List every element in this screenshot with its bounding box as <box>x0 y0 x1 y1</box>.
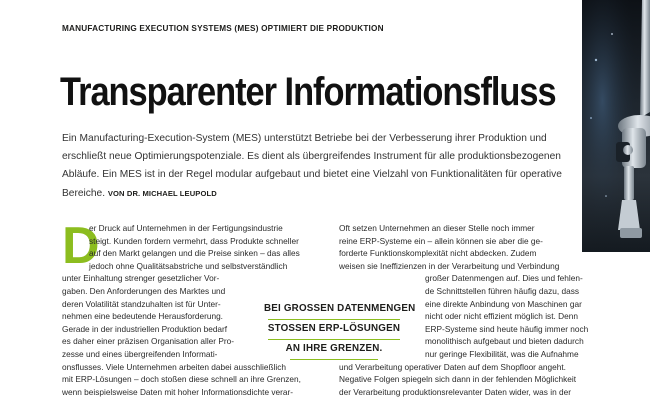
article-headline: Transparenter Informationsfluss <box>60 70 556 114</box>
body-line: de Schnittstellen führen häufig dazu, dass <box>425 285 580 296</box>
body-line: monolithisch aufgebaut und bieten dadurch <box>425 336 584 347</box>
body-line: nur geringe Flexibilität, was die Aufnahme <box>425 348 579 359</box>
body-line: wenn beispielsweise Daten mit hoher Informationsdichte verar- <box>62 386 294 397</box>
body-line: mit ERP-Lösungen – doch stoßen diese schnell an ihre Grenzen, <box>62 374 301 385</box>
body-line: reine ERP-Systeme ein – allein können sie aber die ge- <box>339 235 543 246</box>
pull-quote-line: BEI GROSSEN DATENMENGEN <box>264 303 416 314</box>
body-line: der Verarbeitung produktionsrelevanter Daten wider, was in der <box>339 386 571 397</box>
body-line: es daher einer präzisen Organisation aller Pro- <box>62 336 235 347</box>
body-line: Gerade in der industriellen Produktion bedarf <box>62 323 228 334</box>
robot-arm-photo <box>582 0 650 252</box>
body-line: deren Volatilität standzuhalten ist für Unter- <box>62 298 221 309</box>
body-line: onsflusses. Viele Unternehmen arbeiten dabei ausschließlich <box>62 361 286 372</box>
body-line: jedoch ohne Qualitätsabstriche und selbstverständlich <box>89 260 288 271</box>
pull-quote-line: STOSSEN ERP-LÖSUNGEN <box>267 323 401 334</box>
body-line: auf den Markt gelangen und die Preise sinken – das alles <box>89 248 300 259</box>
pull-quote <box>264 300 416 360</box>
body-line: weisen sie Ineffizienzen in der Verarbeitung und Verbindung <box>339 260 560 271</box>
body-line: er Druck auf Unternehmen in der Fertigungsindustrie <box>89 223 283 233</box>
lead-text: Ein Manufacturing-Execution-System (MES) unterstützt Betriebe bei der Verbesserung ihrer Produktion und erschließt neue Optimierungspotenziale. Es dient als übergreifendes Instrument für alle produktionsbezogenen Abläufe. Ein MES ist in der Regel modular aufgebaut und bietet eine Vielzahl von Funktionalitäten für operative Bereiche. <box>62 133 562 199</box>
body-line: nehmen eine bedeutende Herausforderung. <box>62 311 223 322</box>
body-line: zesse und eines übergreifenden Informati- <box>62 348 218 359</box>
body-line: steigt. Kunden fordern vermehrt, dass Produkte schneller <box>89 235 299 246</box>
body-line: und Verarbeitung operativer Daten auf dem Shopfloor angeht. <box>339 361 566 372</box>
body-line: Negative Folgen spiegeln sich dann in der fehlenden Möglichkeit <box>339 374 577 385</box>
section-kicker: MANUFACTURING EXECUTION SYSTEMS (MES) OPTIMIERT DIE PRODUKTION <box>62 24 384 33</box>
body-line: unter Einhaltung strenger gesetzlicher Vor- <box>62 273 220 284</box>
pull-quote-underline <box>290 359 378 360</box>
body-line: gaben. Den Anforderungen des Marktes und <box>62 285 226 296</box>
body-line: nicht oder nicht effizient möglich ist. Denn <box>425 311 578 322</box>
robot-arm-illustration <box>582 0 650 252</box>
pull-quote-line: AN IHRE GRENZEN. <box>285 343 383 354</box>
drop-cap: D <box>62 217 100 275</box>
body-line: forderte Funktionskomplexität nicht abdecken. Zudem <box>339 248 537 259</box>
body-line: ERP-Systeme sind heute häufig immer noch <box>425 323 589 334</box>
body-line: Oft setzen Unternehmen an dieser Stelle noch immer <box>339 223 535 233</box>
body-line: eine direkte Anbindung von Maschinen gar <box>425 298 582 309</box>
body-line: großer Datenmengen auf. Dies und fehlen- <box>425 273 583 284</box>
article-lead <box>62 130 582 203</box>
author-byline: VON DR. MICHAEL LEUPOLD <box>107 188 217 198</box>
